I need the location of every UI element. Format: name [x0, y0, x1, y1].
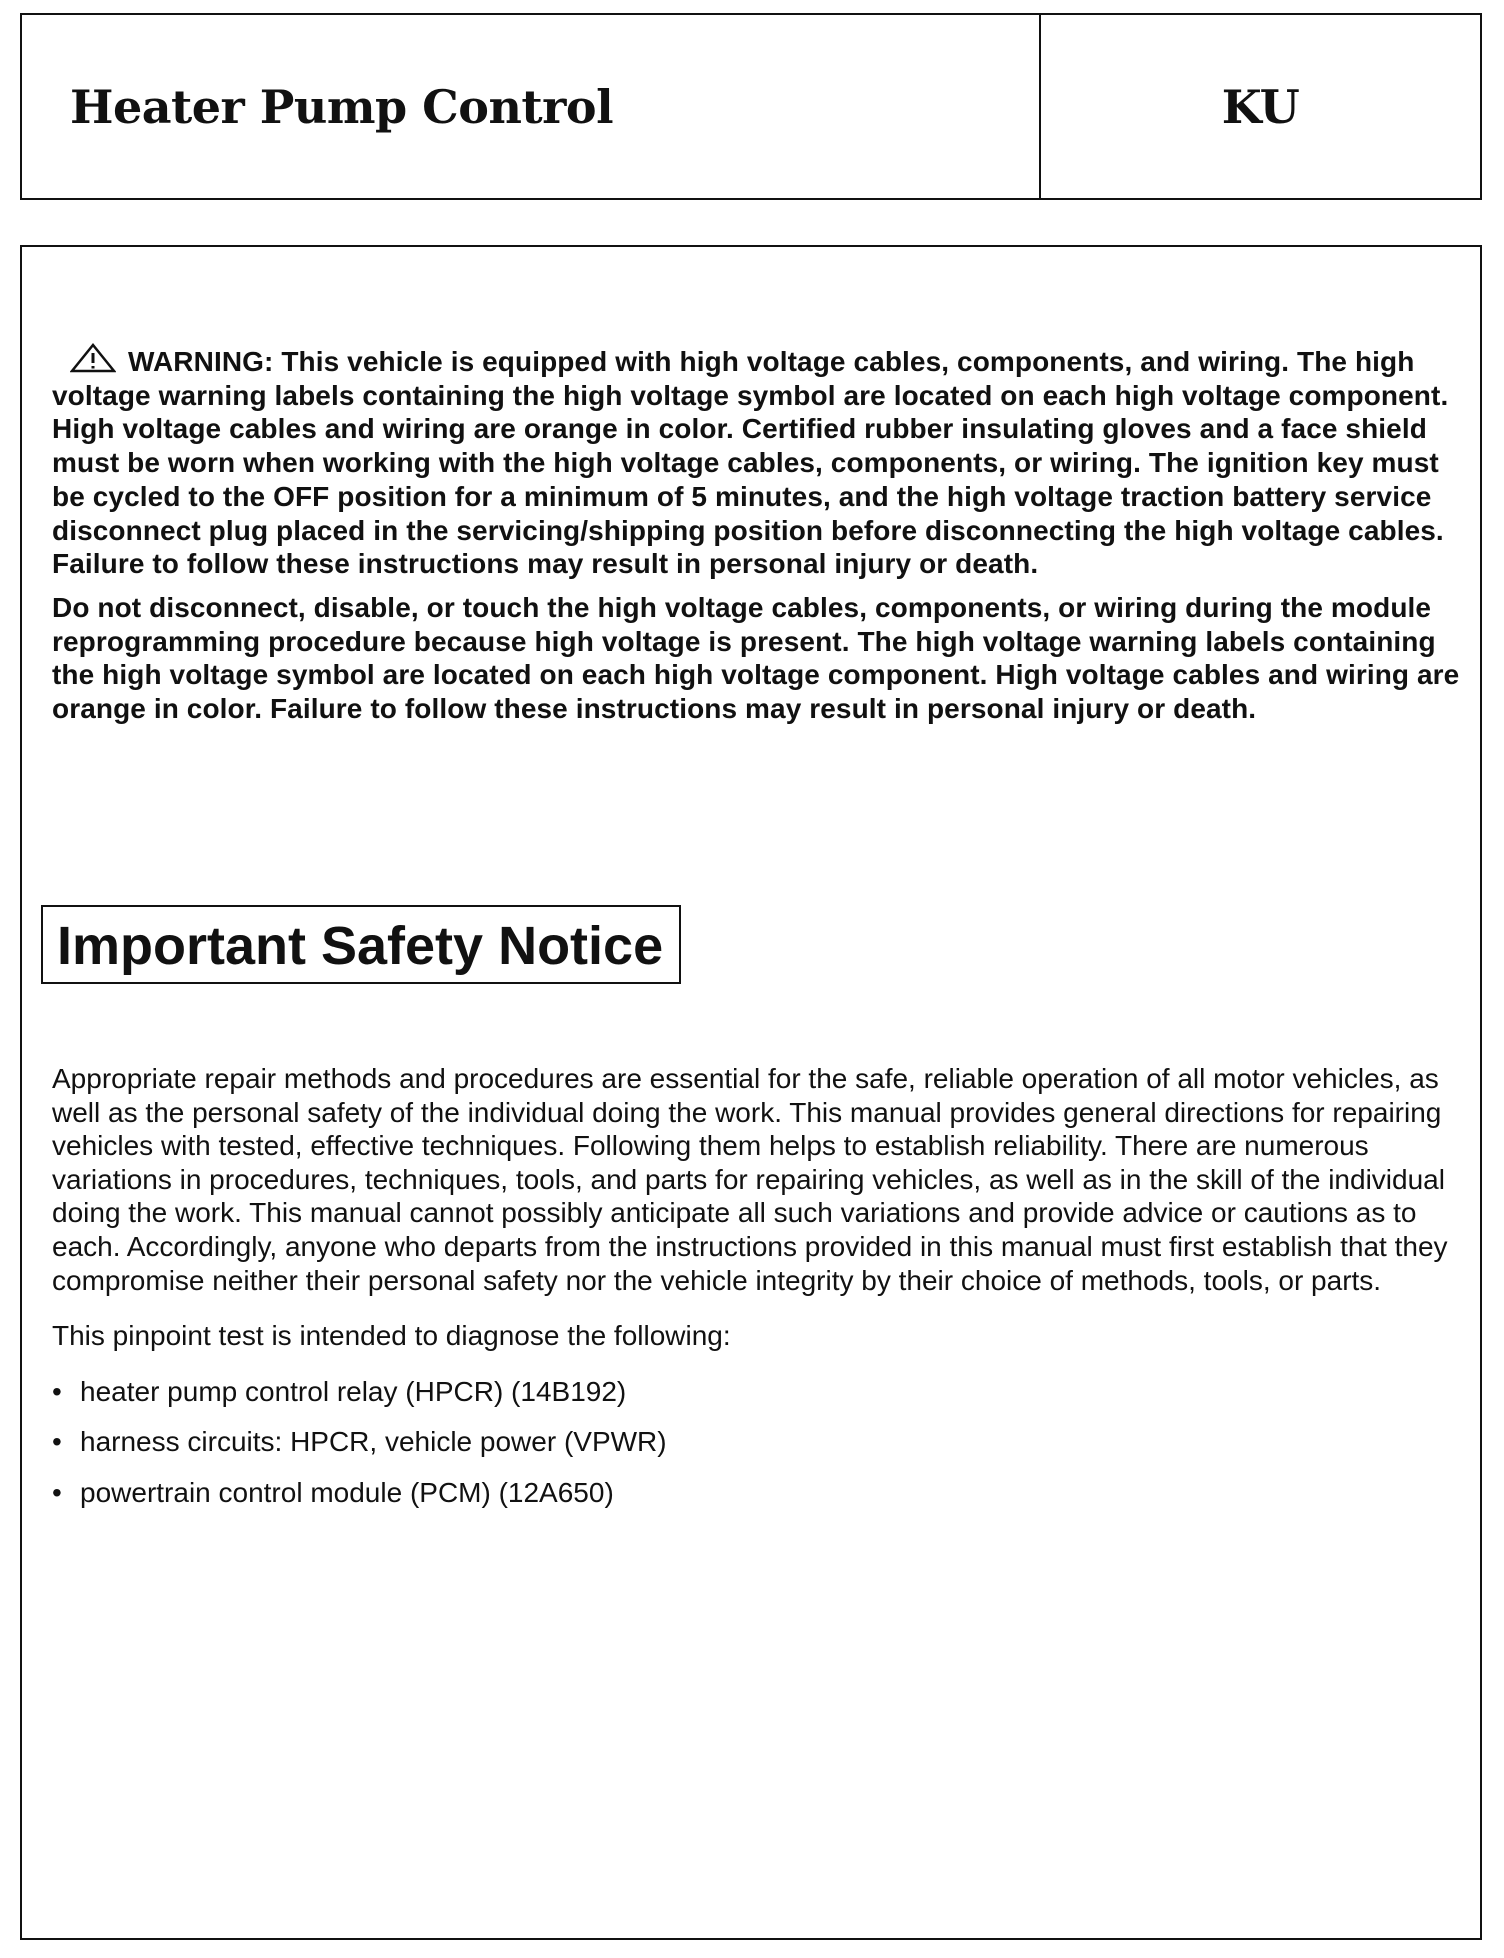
list-item — [52, 1375, 1462, 1409]
list-item-text: harness circuits: HPCR, vehicle power (VPWR) — [80, 1426, 667, 1458]
test-code: KU — [1221, 79, 1300, 134]
test-intro: This pinpoint test is intended to diagnose the following: — [52, 1320, 731, 1352]
list-item-text: heater pump control relay (HPCR) (14B192) — [80, 1375, 627, 1407]
header-title-cell — [22, 15, 1041, 198]
header-code-cell — [1041, 15, 1480, 198]
notice-paragraph: Appropriate repair methods and procedures are essential for the safe, reliable operation of all motor vehicles, as well as the personal safety of the individual doing the work. This manual provides general directions for repairing vehicles with tested, effective techniques. Following them helps to establish reliability. There are numerous variations in procedures, techniques, tools, and parts for repairing vehicles, as well as in the skill of the individual doing the work. This manual cannot possibly anticipate all such variations and provide advice or cautions as to each. Accordingly, anyone who departs from the instructions provided in this manual must first establish that they compromise neither their personal safety nor the vehicle integrity by their choice of methods, tools, or parts. — [52, 1063, 1448, 1296]
bullet-icon: • — [52, 1476, 62, 1508]
list-item — [52, 1476, 1462, 1510]
warning-paragraph-1 — [52, 343, 1462, 581]
page-header — [20, 13, 1482, 200]
safety-notice-heading: Important Safety Notice — [41, 905, 681, 984]
bullet-icon: • — [52, 1375, 62, 1407]
warning-text-1: WARNING: This vehicle is equipped with high voltage cables, components, and wiring. The high voltage warning labels containing the high voltage symbol are located on each high voltage component. High voltage cables and wiring are orange in color. Certified rubber insulating gloves and a face shield must be worn when working with the high voltage cables, components, or wiring. The ignition key must be cycled to the OFF position for a minimum of 5 minutes, and the high voltage traction battery service disconnect plug placed in the servicing/shipping position before disconnecting the high voltage cables. Failure to follow these instructions may result in personal injury or death. — [52, 346, 1449, 580]
warning-block — [52, 343, 1462, 736]
diagnosis-list — [52, 1375, 1462, 1510]
content-panel — [20, 245, 1482, 1940]
list-item-text: powertrain control module (PCM) (12A650) — [80, 1476, 614, 1508]
bullet-icon: • — [52, 1426, 62, 1458]
warning-triangle-icon — [70, 343, 116, 373]
list-item — [52, 1425, 1462, 1459]
warning-paragraph-2: Do not disconnect, disable, or touch the high voltage cables, components, or wiring during the module reprogramming procedure because high voltage is present. The high voltage warning labels containing the high voltage symbol are located on each high voltage component. High voltage cables and wiring are orange in color. Failure to follow these instructions may result in personal injury or death. — [52, 591, 1460, 725]
notice-body — [52, 1062, 1462, 1527]
page-title: Heater Pump Control — [70, 79, 614, 134]
